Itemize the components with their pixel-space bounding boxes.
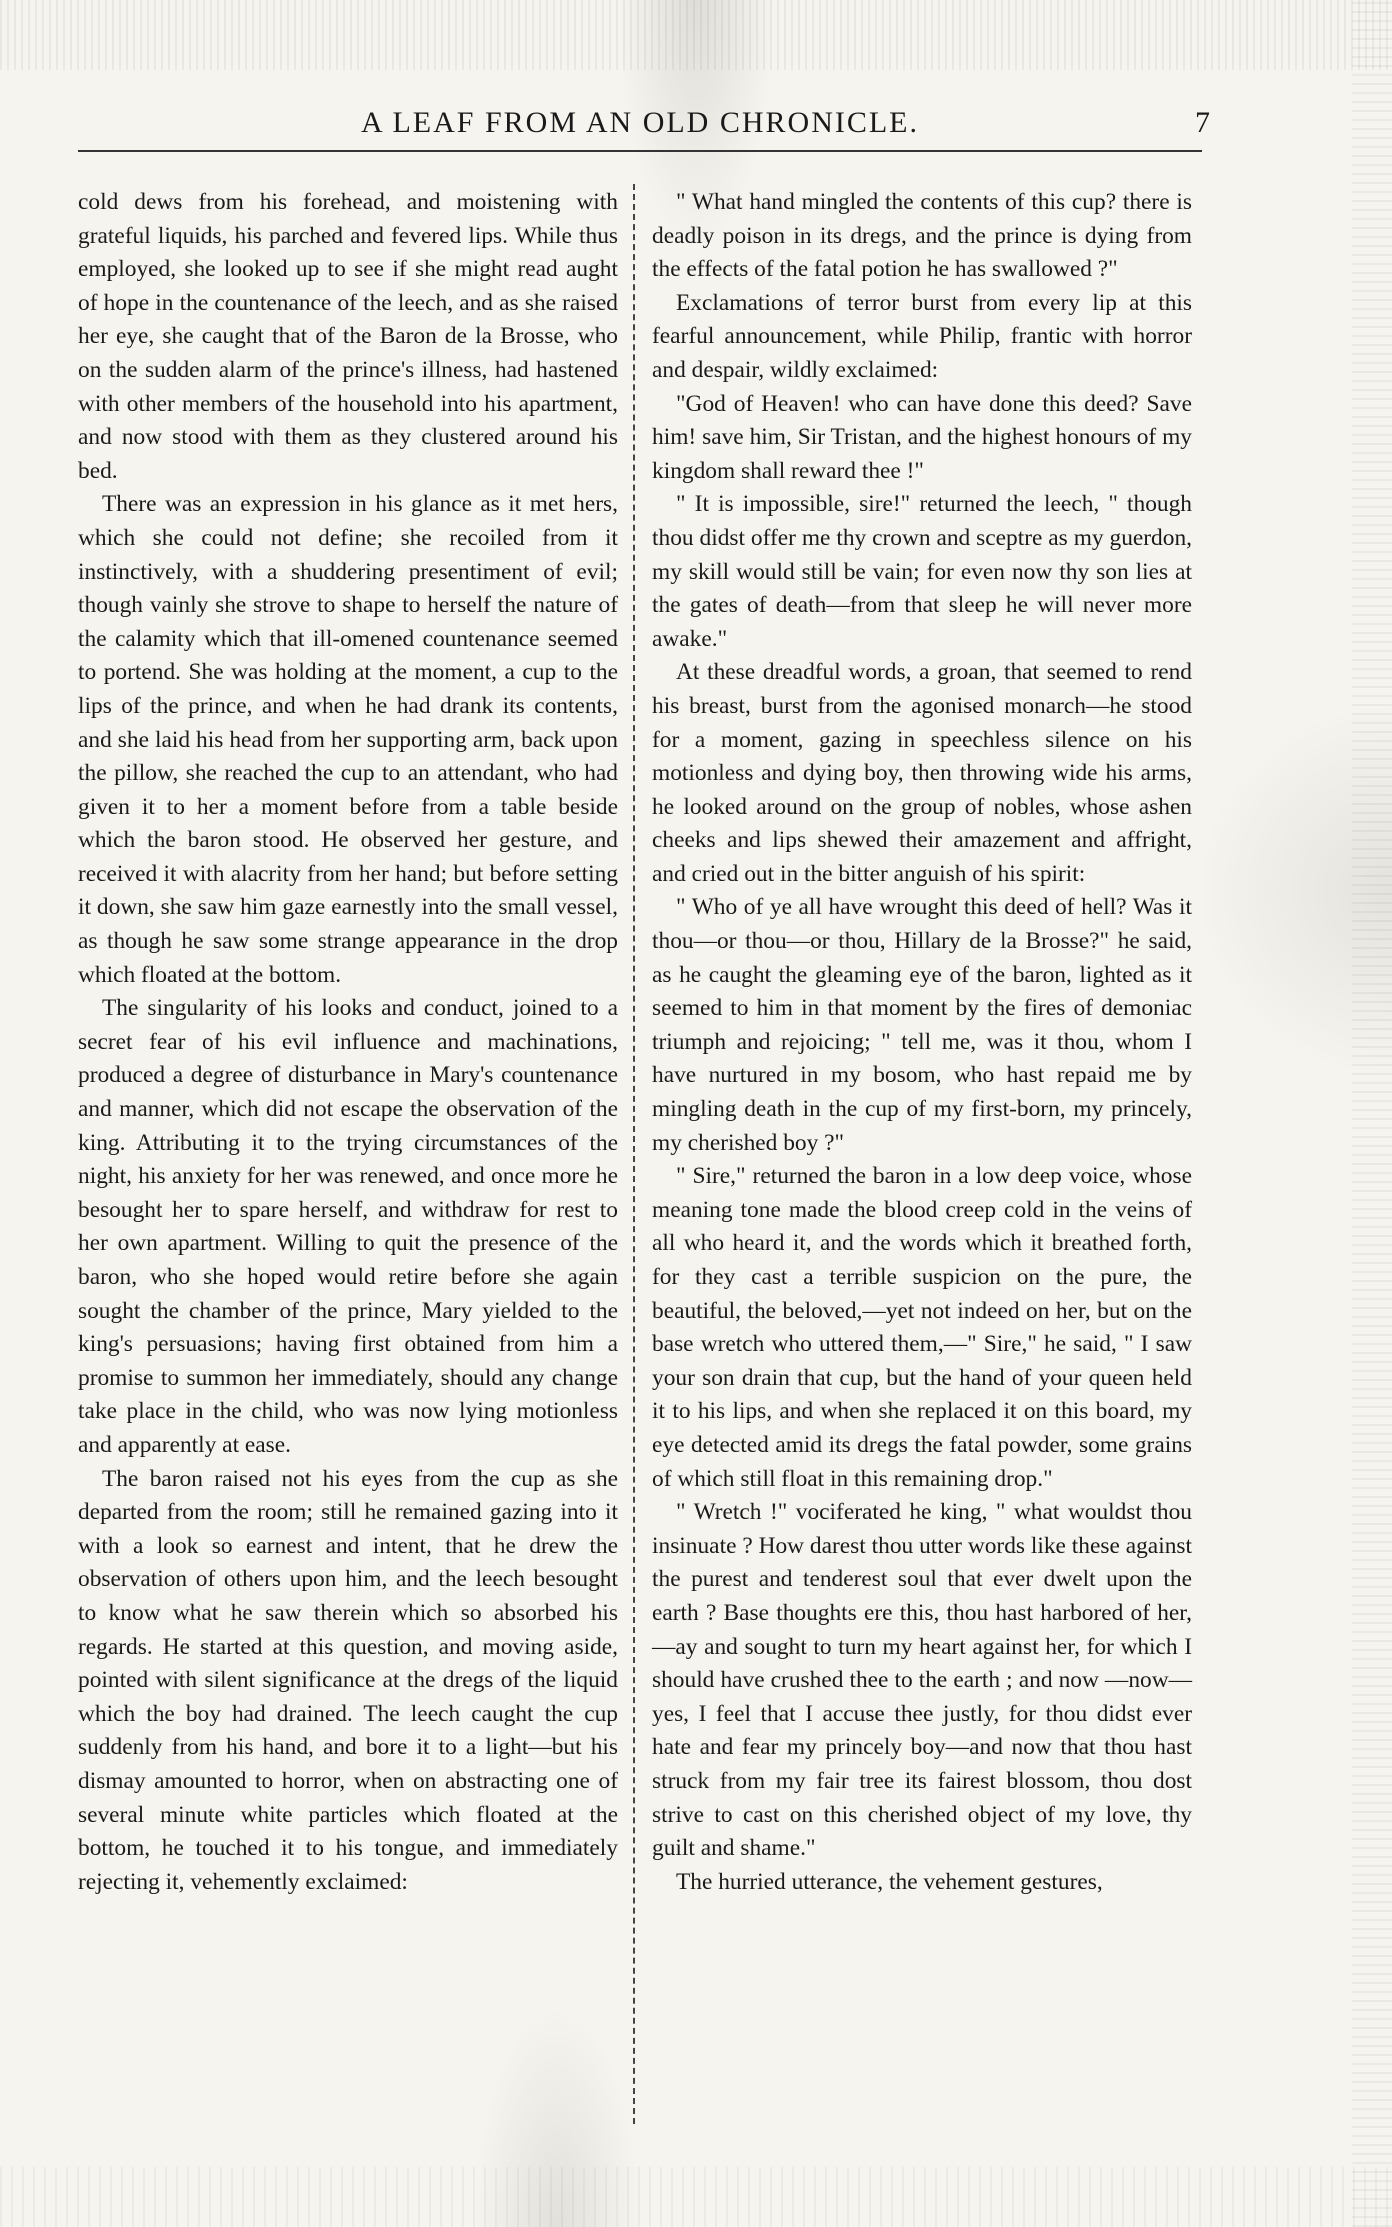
paragraph: cold dews from his forehead, and moistening with grateful liquids, his parched and fevered lips. While thus employed, she looked up to see if she might read aught of hope in the countenance of the leech, and as she raised her eye, she caught that of the Baron de la Brosse, who on the sudden alarm of the prince's illness, had hastened with other members of the household into his apartment, and now stood with them as they clustered around his bed. (78, 189, 618, 484)
header-rule (78, 150, 1202, 152)
paragraph: The singularity of his looks and conduct, joined to a secret fear of his evil influence and machinations, produced a degree of disturbance in Mary's countenance and manner, which did not escape the observation of the king. Attributing it to the trying circumstances of the night, his anxiety for her was renewed, and once more he besought her to spare herself, and withdraw for rest to her own apartment. Willing to quit the presence of the baron, who she hoped would retire before she again sought the chamber of the prince, Mary yielded to the king's persuasions; having first obtained from him a promise to summon her immediately, should any change take place in the child, who was now lying motionless and apparently at ease. (78, 995, 618, 1458)
paragraph: " It is impossible, sire!" returned the leech, " though thou didst offer me thy crown and sceptre as my guerdon, my skill would still be vain; for even now thy son lies at the gates of death—from that sleep he will never more awake." (652, 491, 1192, 652)
paragraph: " Sire," returned the baron in a low deep voice, whose meaning tone made the blood creep cold in the veins of all who heard it, and the words which it breathed forth, for they cast a terrible suspicion on the pure, the beautiful, the beloved,—yet not indeed on her, but on the base wretch who uttered them,—" Sire," he said, " I saw your son drain that cup, but the hand of your queen held it to his lips, and when she replaced it on this board, my eye detected amid its dregs the fatal powder, some grains of which still float in this remaining drop." (652, 1163, 1192, 1492)
paragraph: " What hand mingled the contents of this cup? there is deadly poison in its dregs, and the prince is dying from the effects of the fatal potion he has swallowed ?" (652, 189, 1192, 283)
scan-noise-top (0, 0, 1392, 70)
paragraph: Exclamations of terror burst from every lip at this fearful announcement, while Philip, frantic with horror and despair, wildly exclaimed: (652, 289, 1192, 383)
paragraph: "God of Heaven! who can have done this deed? Save him! save him, Sir Tristan, and the highest honours of my kingdom shall reward thee !" (652, 390, 1192, 484)
page-header (80, 106, 1210, 146)
paragraph: " Wretch !" vociferated he king, " what wouldst thou insinuate ? How darest thou utter words like these against the purest and tenderest soul that ever dwelt upon the earth ? Base thoughts ere this, thou hast harbored of her,—ay and sought to turn my heart against her, for which I should have crushed thee to the earth ; and now —now—yes, I feel that I accuse thee justly, for thou didst ever hate and fear my princely boy—and now that thou hast struck from my fair tree its fairest blossom, thou dost strive to cast on this cherished object of my love, thy guilt and shame." (652, 1499, 1192, 1862)
paragraph: The baron raised not his eyes from the cup as she departed from the room; still he remained gazing into it with a look so earnest and intent, that he drew the observation of others upon him, and the leech besought to know what he saw therein which so absorbed his regards. He started at this question, and moving aside, pointed with silent significance at the dregs of the liquid which the boy had drained. The leech caught the cup suddenly from his hand, and bore it to a light—but his dismay amounted to horror, when on abstracting one of several minute white particles which floated at the bottom, he touched it to his tongue, and immediately rejecting it, vehemently exclaimed: (78, 1465, 618, 1895)
paragraph: At these dreadful words, a groan, that seemed to rend his breast, burst from the agonised monarch—he stood for a moment, gazing in speechless silence on his motionless and dying boy, then throwing wide his arms, he looked around on the group of nobles, whose ashen cheeks and lips shewed their amazement and affright, and cried out in the bitter anguish of his spirit: (652, 659, 1192, 887)
paragraph: There was an expression in his glance as it met hers, which she could not define; she recoiled from it instinctively, with a shuddering presentiment of evil; though vainly she strove to shape to herself the nature of the calamity which that ill-omened countenance seemed to portend. She was holding at the moment, a cup to the lips of the prince, and when he had drank its contents, and she laid his head from her supporting arm, back upon the pillow, she reached the cup to an attendant, who had given it to her a moment before from a table beside which the baron stood. He observed her gesture, and received it with alacrity from her hand; but before setting it down, she saw him gaze earnestly into the small vessel, as though he saw some strange appearance in the drop which floated at the bottom. (78, 491, 618, 988)
right-column (652, 186, 1192, 1899)
paragraph: " Who of ye all have wrought this deed of hell? Was it thou—or thou—or thou, Hillary de la Brosse?" he said, as he caught the gleaming eye of the baron, lighted as it seemed to him in that moment by the fires of demoniac triumph and rejoicing; " tell me, was it thou, whom I have nurtured in my bosom, who hast repaid me by mingling death in the cup of my first-born, my princely, my cherished boy ?" (652, 894, 1192, 1156)
scan-noise-right (1352, 0, 1392, 2227)
left-column (78, 186, 618, 1899)
running-title: A LEAF FROM AN OLD CHRONICLE. (360, 106, 920, 139)
column-divider (633, 184, 635, 2124)
scan-noise-bottom (0, 2167, 1392, 2227)
paragraph: The hurried utterance, the vehement gestures, (676, 1868, 1103, 1895)
page-number: 7 (1195, 106, 1210, 139)
